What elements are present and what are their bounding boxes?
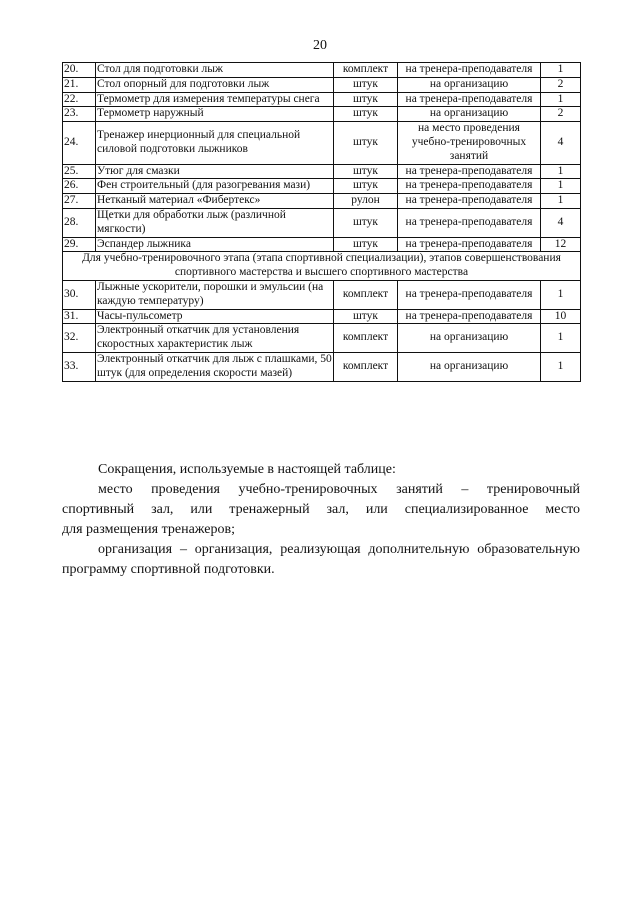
item-quantity: 1 [541,352,581,381]
table-row [63,179,581,194]
note-org-line-1: организация – организация, реализующая дополнительную образовательную [98,542,580,557]
table-row [63,280,581,309]
row-number: 32. [63,324,96,353]
item-quantity: 1 [541,280,581,309]
item-calculation: на тренера-преподавателя [398,63,541,78]
row-number: 20. [63,63,96,78]
section-row [63,252,581,281]
notes-heading: Сокращения, используемые в настоящей таблице: [98,462,396,477]
item-name: Термометр для измерения температуры снега [96,92,334,107]
item-name: Стол для подготовки лыж [96,63,334,78]
item-quantity: 1 [541,164,581,179]
item-unit: штук [334,107,398,122]
table-row [63,164,581,179]
item-unit: рулон [334,194,398,209]
item-name: Термометр наружный [96,107,334,122]
table-row [63,352,581,381]
item-quantity: 1 [541,324,581,353]
table-row [63,208,581,237]
row-number: 27. [63,194,96,209]
row-number: 28. [63,208,96,237]
table-row [63,237,581,252]
item-unit: штук [334,77,398,92]
item-calculation: на тренера-преподавателя [398,237,541,252]
item-name: Стол опорный для подготовки лыж [96,77,334,92]
page-number: 20 [313,38,327,53]
item-unit: штук [334,208,398,237]
table-row [63,194,581,209]
row-number: 23. [63,107,96,122]
row-number: 30. [63,280,96,309]
item-unit: комплект [334,352,398,381]
item-calculation: на тренера-преподавателя [398,280,541,309]
row-number: 25. [63,164,96,179]
item-calculation: на организацию [398,352,541,381]
table-row [63,324,581,353]
item-unit: штук [334,164,398,179]
row-number: 21. [63,77,96,92]
item-name: Эспандер лыжника [96,237,334,252]
item-calculation: на организацию [398,77,541,92]
item-quantity: 1 [541,179,581,194]
item-unit: комплект [334,280,398,309]
item-name: Электронный откатчик для лыж с плашками, 50 штук (для определения скорости мазей) [96,352,334,381]
item-unit: штук [334,179,398,194]
item-quantity: 12 [541,237,581,252]
item-quantity: 4 [541,122,581,164]
item-calculation: на тренера-преподавателя [398,309,541,324]
item-name: Нетканый материал «Фибертекс» [96,194,334,209]
item-unit: штук [334,237,398,252]
item-calculation: на тренера-преподавателя [398,164,541,179]
table-row [63,309,581,324]
item-quantity: 1 [541,194,581,209]
item-calculation: на тренера-преподавателя [398,208,541,237]
item-name: Утюг для смазки [96,164,334,179]
note-place-line-3: для размещения тренажеров; [62,522,235,537]
item-quantity: 1 [541,63,581,78]
row-number: 24. [63,122,96,164]
item-quantity: 1 [541,92,581,107]
note-place-line-2: спортивный зал, или тренажерный зал, или специализированное место [62,502,580,517]
item-quantity: 4 [541,208,581,237]
note-org-line-2: программу спортивной подготовки. [62,562,275,577]
item-unit: штук [334,122,398,164]
item-unit: комплект [334,63,398,78]
item-calculation: на организацию [398,107,541,122]
item-name: Щетки для обработки лыж (различной мягкости) [96,208,334,237]
item-unit: штук [334,309,398,324]
item-calculation: на тренера-преподавателя [398,194,541,209]
equipment-table [62,62,581,382]
item-calculation: на организацию [398,324,541,353]
note-place-line-1: место проведения учебно-тренировочных занятий – тренировочный [98,482,580,497]
table-row [63,63,581,78]
row-number: 26. [63,179,96,194]
row-number: 33. [63,352,96,381]
item-quantity: 2 [541,107,581,122]
table-row [63,77,581,92]
item-calculation: на тренера-преподавателя [398,179,541,194]
abbreviations-notes [62,460,580,580]
row-number: 22. [63,92,96,107]
item-calculation: на место проведения учебно-тренировочных занятий [398,122,541,164]
item-unit: комплект [334,324,398,353]
item-name: Фен строительный (для разогревания мази) [96,179,334,194]
item-name: Часы-пульсометр [96,309,334,324]
item-calculation: на тренера-преподавателя [398,92,541,107]
item-unit: штук [334,92,398,107]
row-number: 29. [63,237,96,252]
table-row [63,122,581,164]
item-name: Электронный откатчик для установления скоростных характеристик лыж [96,324,334,353]
section-title: Для учебно-тренировочного этапа (этапа спортивной специализации), этапов совершенствования спортивного мастерства и высшего спортивного мастерства [63,252,581,281]
item-quantity: 2 [541,77,581,92]
table-row [63,107,581,122]
row-number: 31. [63,309,96,324]
table-row [63,92,581,107]
item-quantity: 10 [541,309,581,324]
item-name: Лыжные ускорители, порошки и эмульсии (на каждую температуру) [96,280,334,309]
item-name: Тренажер инерционный для специальной силовой подготовки лыжников [96,122,334,164]
